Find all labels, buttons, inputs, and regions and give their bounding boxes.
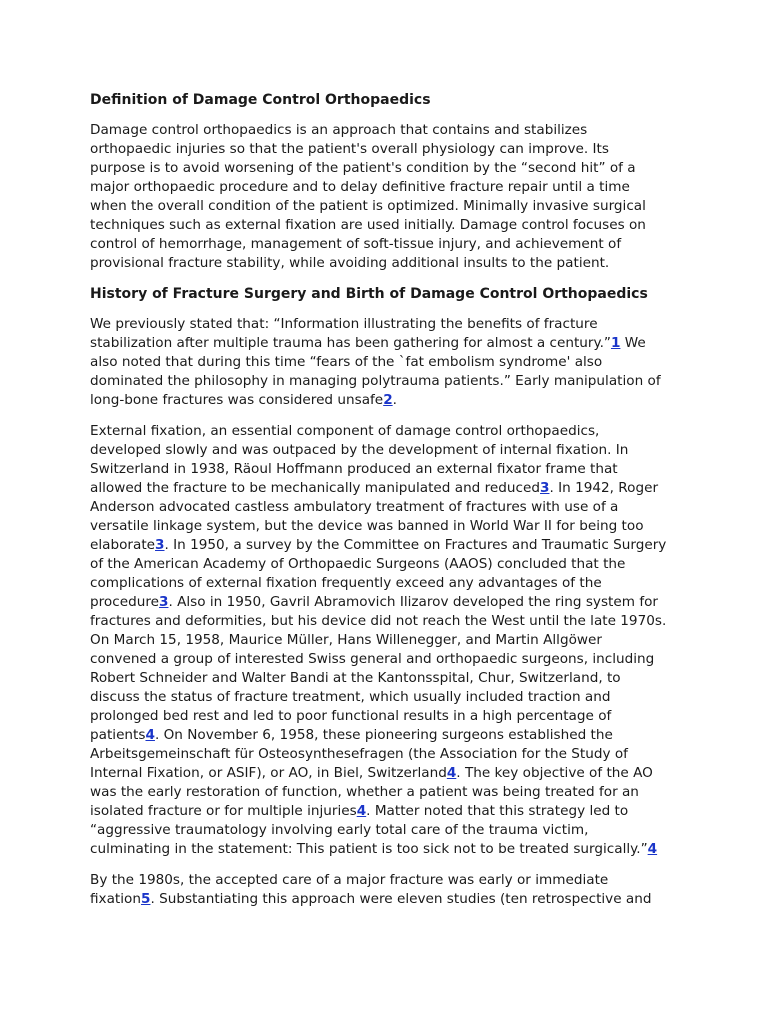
paragraph-text: . — [392, 392, 397, 408]
paragraph-text: Arbeitsgemeinschaft für Osteosynthesefragen (the Association for the Study of — [90, 746, 628, 762]
paragraph-text: when the overall condition of the patient is optimized. Minimally invasive surgical — [90, 198, 646, 214]
paragraph-text: We — [620, 335, 646, 351]
paragraph-text: convened a group of interested Swiss general and orthopaedic surgeons, including — [90, 651, 655, 667]
paragraph-text: patients — [90, 727, 146, 743]
reference-link[interactable]: 3 — [540, 480, 550, 496]
section-heading: Definition of Damage Control Orthopaedics — [90, 92, 431, 108]
paragraph-text: . On November 6, 1958, these pioneering surgeons established the — [154, 727, 613, 743]
document-page — [90, 91, 690, 921]
paragraph-text: . In 1942, Roger — [549, 480, 659, 496]
paragraph-text: isolated fracture or for multiple injuries — [90, 803, 357, 819]
paragraph-text: “aggressive traumatology involving early total care of the trauma victim, — [90, 822, 589, 838]
paragraph-text: On March 15, 1958, Maurice Müller, Hans Willenegger, and Martin Allgöwer — [90, 632, 602, 648]
body-paragraph — [90, 422, 690, 859]
paragraph-text: procedure — [90, 594, 159, 610]
paragraph-text: Anderson advocated castless ambulatory treatment of fractures with use of a — [90, 499, 619, 515]
paragraph-text: Damage control orthopaedics is an approach that contains and stabilizes — [90, 122, 588, 138]
paragraph-text: developed slowly and was outpaced by the development of internal fixation. In — [90, 442, 629, 458]
reference-link[interactable]: 4 — [356, 803, 367, 819]
reference-link[interactable]: 4 — [145, 727, 155, 743]
paragraph-text: External fixation, an essential component of damage control orthopaedics, — [90, 423, 600, 439]
paragraph-text: of the American Academy of Orthopaedic Surgeons (AAOS) concluded that the — [90, 556, 626, 572]
body-paragraph — [90, 121, 690, 273]
reference-link[interactable]: 4 — [446, 765, 457, 781]
paragraph-text: long-bone fractures was considered unsafe — [90, 392, 384, 408]
section-heading: History of Fracture Surgery and Birth of Damage Control Orthopaedics — [90, 286, 648, 302]
body-paragraph — [90, 315, 690, 410]
paragraph-text: . Substantiating this approach were eleven studies (ten retrospective and — [150, 891, 652, 907]
paragraph-text: dominated the philosophy in managing polytrauma patients.” Early manipulation of — [90, 373, 661, 389]
paragraph-text: complications of external fixation frequently exceed any advantages of the — [90, 575, 602, 591]
paragraph-text: major orthopaedic procedure and to delay definitive fracture repair until a time — [90, 179, 630, 195]
paragraph-text: . Matter noted that this strategy led to — [366, 803, 629, 819]
paragraph-text: Robert Schneider and Walter Bandi at the Kantonsspital, Chur, Switzerland, to — [90, 670, 621, 686]
paragraph-text: provisional fracture stability, while avoiding additional insults to the patient. — [90, 255, 610, 271]
reference-link[interactable]: 3 — [155, 537, 165, 553]
paragraph-text: Switzerland in 1938, Räoul Hoffmann produced an external fixator frame that — [90, 461, 618, 477]
paragraph-text: prolonged bed rest and led to poor functional results in a high percentage of — [90, 708, 612, 724]
paragraph-text: orthopaedic injuries so that the patient's overall physiology can improve. Its — [90, 141, 609, 157]
paragraph-text: Internal Fixation, or ASIF), or AO, in Biel, Switzerland — [90, 765, 447, 781]
paragraph-text: fixation — [90, 891, 141, 907]
reference-link[interactable]: 5 — [140, 891, 151, 907]
paragraph-text: fractures and deformities, but his device did not reach the West until the late 1970s. — [90, 613, 667, 629]
reference-link[interactable]: 2 — [383, 392, 393, 408]
paragraph-text: versatile linkage system, but the device was banned in World War II for being too — [90, 518, 644, 534]
body-paragraph — [90, 871, 690, 909]
reference-link[interactable]: 4 — [647, 841, 658, 857]
paragraph-text: . In 1950, a survey by the Committee on Fractures and Traumatic Surgery — [164, 537, 667, 553]
reference-link[interactable]: 1 — [610, 335, 621, 351]
paragraph-text: control of hemorrhage, management of soft-tissue injury, and achievement of — [90, 236, 622, 252]
paragraph-text: discuss the status of fracture treatment, which usually included traction and — [90, 689, 611, 705]
paragraph-text: techniques such as external fixation are used initially. Damage control focuses on — [90, 217, 646, 233]
paragraph-text: stabilization after multiple trauma has been gathering for almost a century.” — [90, 335, 611, 351]
paragraph-text: . Also in 1950, Gavril Abramovich Ilizarov developed the ring system for — [168, 594, 659, 610]
paragraph-text: By the 1980s, the accepted care of a major fracture was early or immediate — [90, 872, 609, 888]
paragraph-text: . The key objective of the AO — [456, 765, 653, 781]
paragraph-text: purpose is to avoid worsening of the patient's condition by the “second hit” of a — [90, 160, 636, 176]
reference-link[interactable]: 3 — [158, 594, 169, 610]
paragraph-text: was the early restoration of function, whether a patient was being treated for an — [90, 784, 639, 800]
paragraph-text: We previously stated that: “Information illustrating the benefits of fracture — [90, 316, 598, 332]
paragraph-text: culminating in the statement: This patient is too sick not to be treated surgically.” — [90, 841, 648, 857]
paragraph-text: allowed the fracture to be mechanically manipulated and reduced — [90, 480, 541, 496]
paragraph-text: also noted that during this time “fears of the `fat embolism syndrome' also — [90, 354, 603, 370]
paragraph-text: elaborate — [90, 537, 156, 553]
